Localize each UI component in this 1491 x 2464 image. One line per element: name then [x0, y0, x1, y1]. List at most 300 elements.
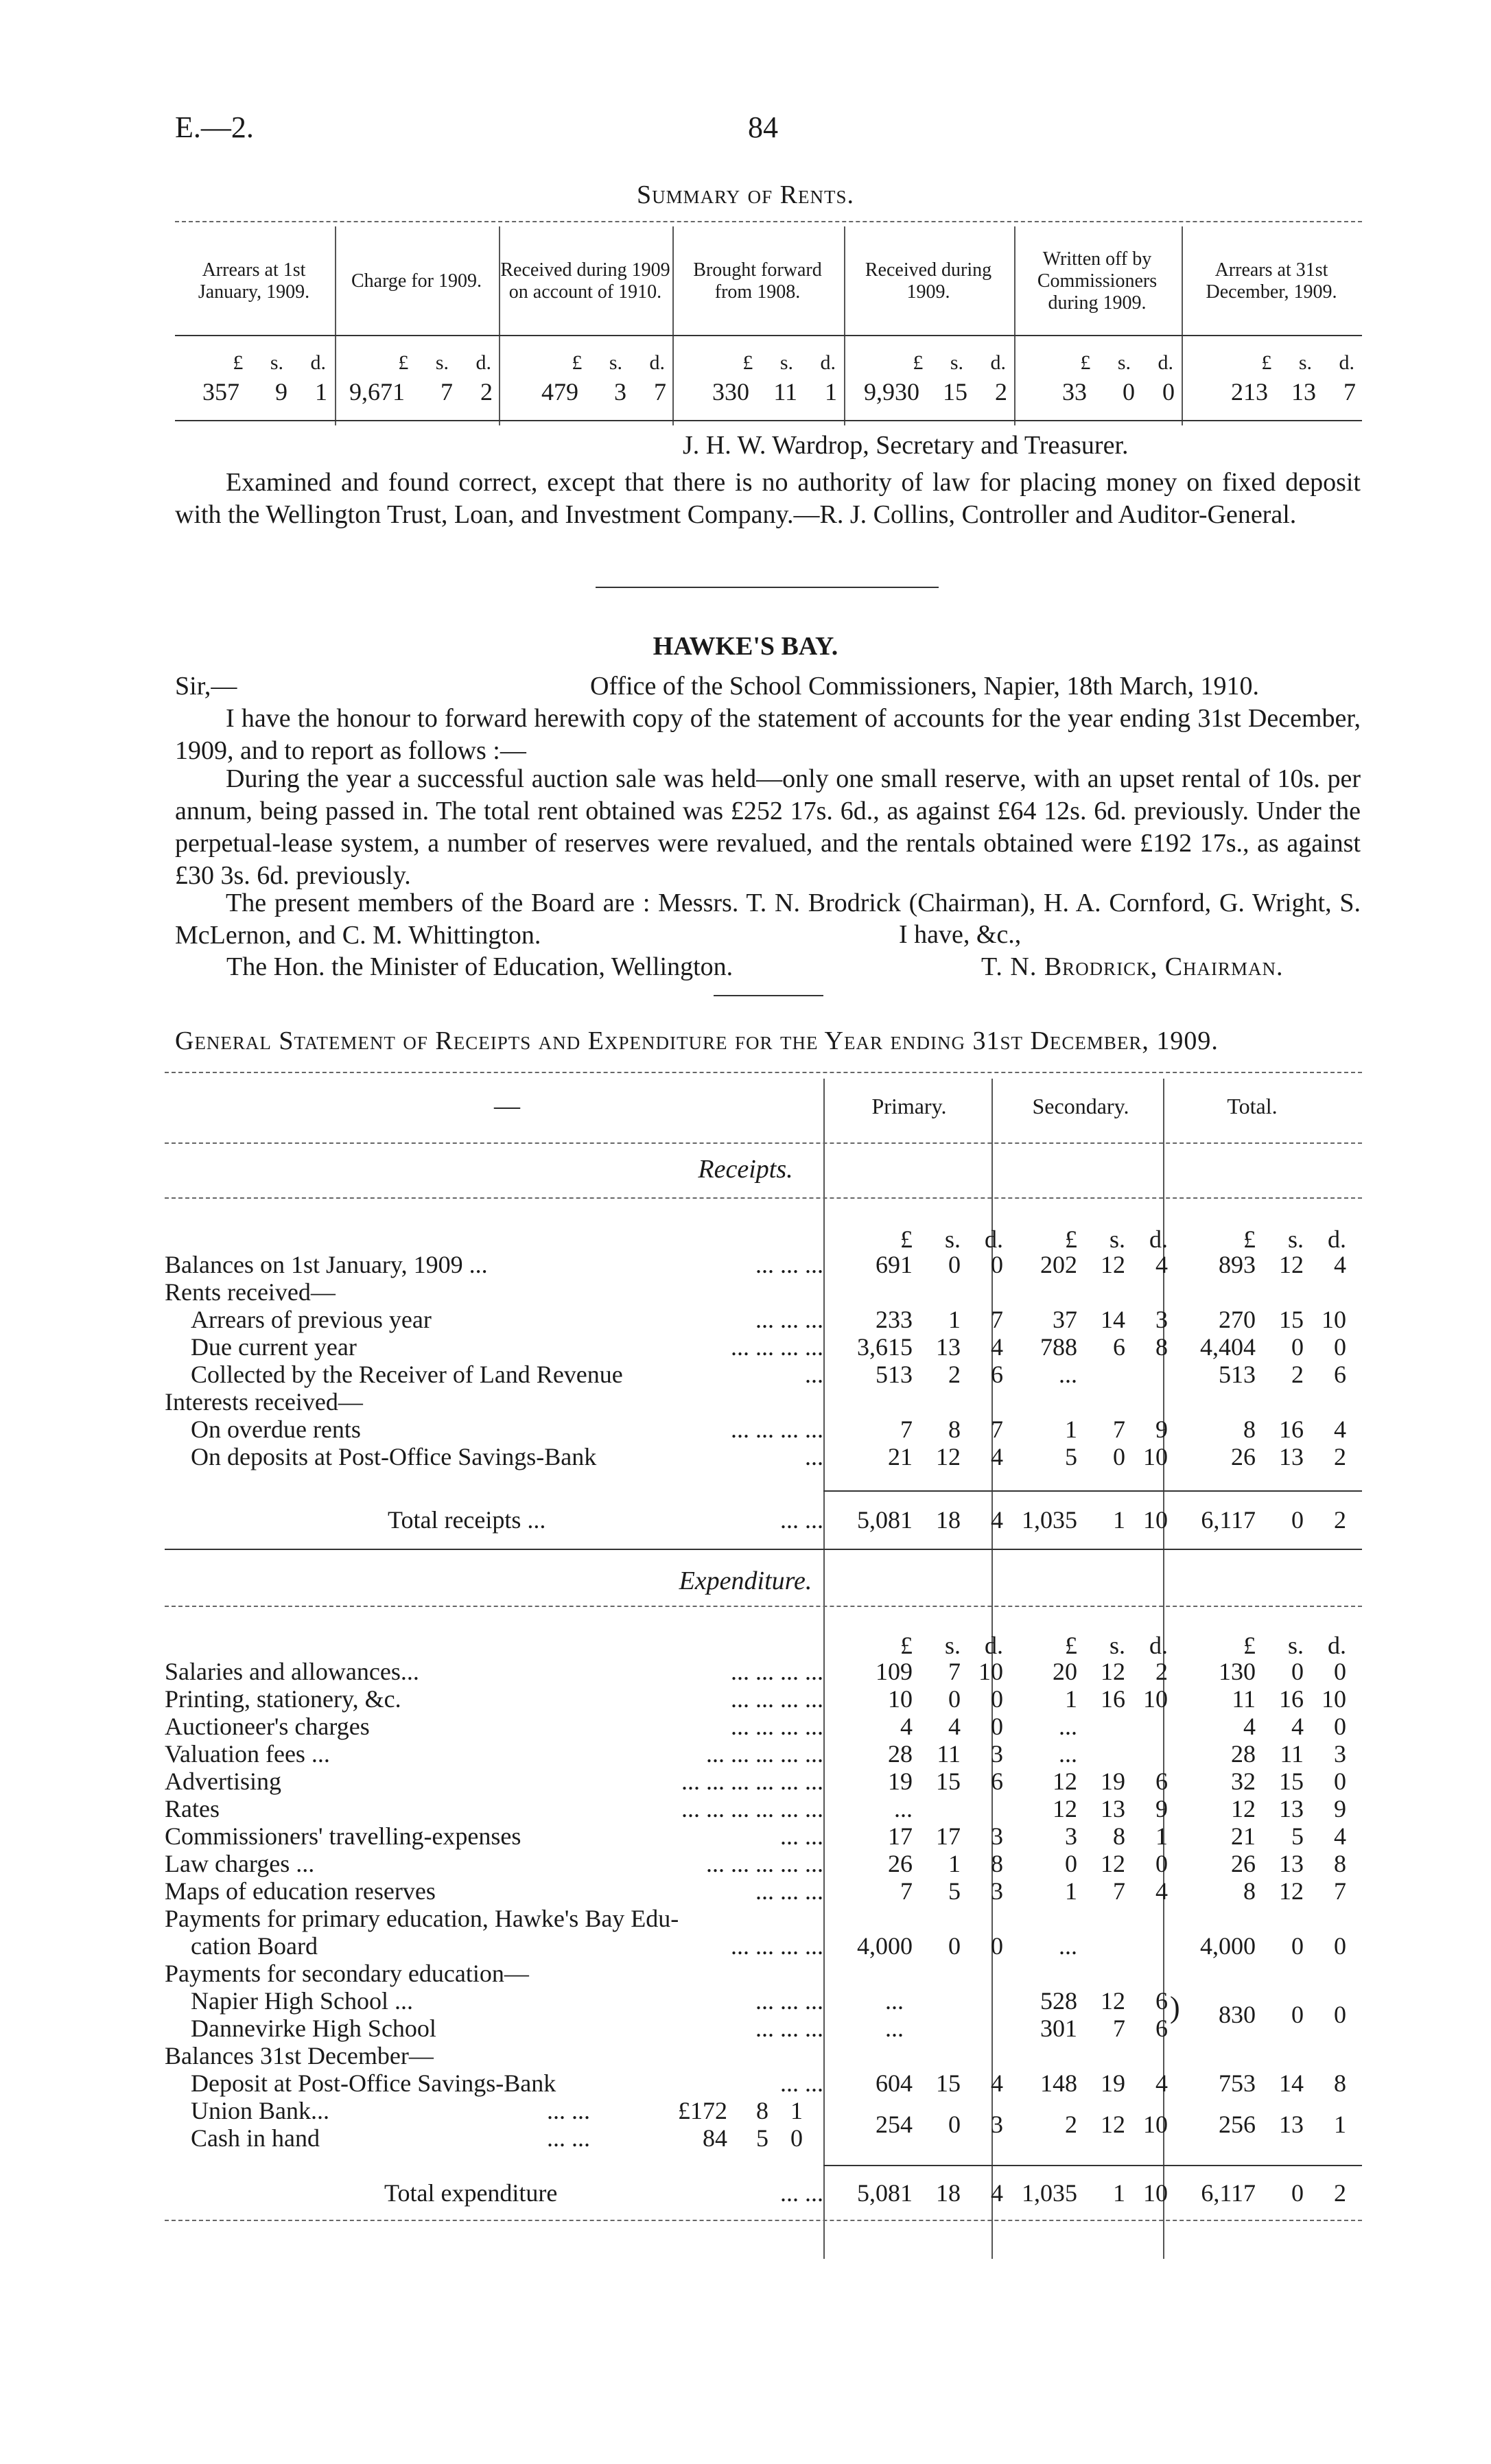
union-dots: ... ...: [547, 2097, 590, 2124]
section-divider: [596, 587, 939, 588]
receipt-row-3-primary-shillings: 13: [936, 1333, 961, 1361]
stmt-col-divider-0: [823, 1079, 825, 2259]
rents-bottom-rule: [175, 420, 1362, 421]
receipt-row-4-primary-shillings: 2: [948, 1361, 961, 1388]
expenditure-total-secondary-pounds: 1,035: [1022, 2179, 1077, 2207]
receipt-row-0-total-pounds: 893: [1219, 1251, 1256, 1278]
receipt-row-3-total-pence: 0: [1334, 1333, 1346, 1361]
expenditure-sum-rule: [823, 2165, 1362, 2166]
receipts-total-primary-pence: 4: [991, 1506, 1003, 1534]
receipt-row-6-secondary-pence: 9: [1155, 1416, 1168, 1443]
rents-value-4: [834, 377, 1007, 406]
letter-addressee: The Hon. the Minister of Education, Wellington.: [226, 952, 733, 981]
union-amount: [645, 2096, 803, 2125]
expenditure-row-3-primary-pence: 3: [991, 1740, 1003, 1768]
rents-title: Summary of Rents.: [636, 180, 855, 209]
expenditure-row-6-label: Commissioners' travelling-expenses: [165, 1822, 521, 1850]
expenditure-row-1-label: Printing, stationery, &c.: [165, 1685, 401, 1713]
receipt-row-2-secondary: [995, 1305, 1168, 1334]
expenditure-row-0-primary: [830, 1657, 1003, 1686]
receipt-row-4-primary: [830, 1360, 1003, 1389]
primary-payment-total: [1173, 1932, 1346, 1960]
expenditure-row-4-total-pounds: 32: [1231, 1768, 1256, 1795]
rents-value-4-pence: 2: [995, 378, 1007, 406]
expenditure-row-5-dots: ... ... ... ... ... ...: [681, 1795, 823, 1822]
expenditure-row-4-primary-pence: 6: [991, 1768, 1003, 1795]
expenditure-row-1-primary: [830, 1685, 1003, 1713]
expenditure-row-4-total-pence: 0: [1334, 1768, 1346, 1795]
expenditure-row-0-secondary-pounds: 20: [1053, 1658, 1077, 1685]
primary-payment-secondary-pounds: ...: [1059, 1932, 1077, 1960]
rents-units-4: £ s. d.: [913, 351, 1006, 374]
rents-value-6-pence: 7: [1343, 378, 1356, 406]
receipts-total-primary-shillings: 18: [936, 1506, 961, 1534]
page-ref: E.—2.: [175, 110, 254, 144]
receipt-row-6-primary-pounds: 7: [900, 1416, 913, 1443]
rents-header-rule: [175, 335, 1362, 336]
expenditure-row-4-total-shillings: 15: [1279, 1768, 1304, 1795]
receipt-row-3-secondary-pounds: 788: [1040, 1333, 1077, 1361]
receipt-row-3-primary-pence: 4: [991, 1333, 1003, 1361]
expenditure-total-primary-shillings: 18: [936, 2179, 961, 2207]
units-r-0-pence: d.: [985, 1225, 1003, 1253]
expenditure-total-total-pence: 2: [1334, 2179, 1346, 2207]
expenditure-total-secondary-pence: 10: [1143, 2179, 1168, 2207]
rents-units-1: £ s. d.: [398, 351, 491, 374]
rents-signature: J. H. W. Wardrop, Secretary and Treasurer.: [683, 431, 1129, 460]
rents-value-1-pence: 2: [480, 378, 493, 406]
expenditure-row-1-primary-pence: 0: [991, 1685, 1003, 1713]
expenditure-row-6-total-shillings: 5: [1291, 1822, 1304, 1850]
expenditure-row-1-total-shillings: 16: [1279, 1685, 1304, 1713]
expenditure-row-7-total: [1173, 1849, 1346, 1878]
primary-payment-secondary-pence: [1125, 1932, 1168, 1960]
rents-value-1-pounds: 9,671: [349, 378, 405, 406]
units-e-2: [1173, 1631, 1346, 1660]
expenditure-row-6-secondary-pounds: 3: [1065, 1822, 1077, 1850]
union-cash-total-pounds: 256: [1219, 2111, 1256, 2138]
receipt-row-4-label: Collected by the Receiver of Land Revenue: [191, 1361, 623, 1388]
expenditure-row-6-secondary-pence: 1: [1155, 1822, 1168, 1850]
receipt-row-3-secondary-shillings: 6: [1113, 1333, 1125, 1361]
receipt-row-3-total-shillings: 0: [1291, 1333, 1304, 1361]
expenditure-row-8-secondary-pence: 4: [1155, 1877, 1168, 1905]
expenditure-row-0-primary-pounds: 109: [876, 1658, 913, 1685]
units-e-1-pence: d.: [1149, 1632, 1168, 1659]
union-amount-shillings: 8: [756, 2097, 768, 2124]
stmt-col-header-2: Total.: [1227, 1094, 1278, 1118]
union-cash-total: [1173, 2110, 1346, 2139]
expenditure-row-1-primary-shillings: 0: [948, 1685, 961, 1713]
secondary-total-shillings: 0: [1291, 2001, 1304, 2028]
stmt-col-header-1: Secondary.: [1032, 1094, 1129, 1118]
units-e-1-shillings: s.: [1109, 1632, 1125, 1659]
receipt-row-2-total-shillings: 15: [1279, 1306, 1304, 1333]
receipts-total-total: [1173, 1505, 1346, 1534]
letter-paragraph-2: During the year a successful auction sale was held—only one small reserve, with an upset rental of 10s. per annum, being passed in. The total rent obtained was £252 17s. 6d., as against £64 12s. 6d. previously. Under the perpetual-lease system, a number of reserves were revalued, and the rentals obtained were £192 17s., as against £30 3s. 6d. previously.: [175, 764, 1361, 890]
rents-value-5-pounds: 33: [1062, 378, 1087, 406]
expenditure-row-6-secondary: [995, 1822, 1168, 1851]
expenditure-row-5-secondary-shillings: 13: [1101, 1795, 1125, 1822]
expenditure-row-5-secondary-pence: 9: [1155, 1795, 1168, 1822]
rents-header-4: Received during 1909.: [865, 259, 992, 303]
receipt-row-7-dots: ...: [805, 1443, 823, 1470]
expenditure-row-2-primary-pence: 0: [991, 1713, 1003, 1740]
statement-title: General Statement of Receipts and Expenditure for the Year ending 31st December, 1909.: [175, 1026, 1219, 1055]
receipts-heading-rule: [165, 1197, 1362, 1199]
deposit-row-secondary-pounds: 148: [1040, 2069, 1077, 2097]
letter-signatory: T. N. Brodrick, Chairman.: [981, 952, 1284, 981]
expenditure-row-6-dots: ... ...: [780, 1822, 823, 1850]
expenditure-row-4-primary-pounds: 19: [888, 1768, 913, 1795]
expenditure-total-primary: [830, 2179, 1003, 2207]
expenditure-row-6-total-pounds: 21: [1231, 1822, 1256, 1850]
expenditure-bottom-rule: [165, 2220, 1362, 2221]
receipts-total-total-pounds: 6,117: [1201, 1506, 1256, 1534]
receipt-row-4-total: [1173, 1360, 1346, 1389]
napier-secondary-pounds: 528: [1040, 1987, 1077, 2015]
expenditure-total-total-pounds: 6,117: [1201, 2179, 1256, 2207]
expenditure-row-4-secondary-shillings: 19: [1101, 1768, 1125, 1795]
receipt-row-7-label: On deposits at Post-Office Savings-Bank: [191, 1443, 597, 1470]
expenditure-row-0-secondary-pence: 2: [1155, 1658, 1168, 1685]
receipt-row-3-primary: [830, 1333, 1003, 1361]
rents-value-4-pounds: 9,930: [864, 378, 919, 406]
receipts-total-secondary-shillings: 1: [1113, 1506, 1125, 1534]
receipt-row-6-total: [1173, 1415, 1346, 1444]
receipt-row-2-label: Arrears of previous year: [191, 1306, 432, 1333]
expenditure-row-2-secondary-shillings: [1077, 1712, 1125, 1741]
expenditure-row-6-total-pence: 4: [1334, 1822, 1346, 1850]
units-r-2: [1173, 1225, 1346, 1254]
rents-units-5: £ s. d.: [1080, 351, 1173, 374]
letter-title: HAWKE'S BAY.: [653, 632, 838, 661]
receipt-row-6-secondary-pounds: 1: [1065, 1416, 1077, 1443]
units-r-1-pence: d.: [1149, 1225, 1168, 1253]
expenditure-row-3-primary: [830, 1739, 1003, 1768]
expenditure-row-8-total-pounds: 8: [1243, 1877, 1256, 1905]
expenditure-row-2-total-pounds: 4: [1243, 1713, 1256, 1740]
receipts-total-dots: ... ...: [780, 1506, 823, 1534]
expenditure-row-7-label: Law charges ...: [165, 1850, 315, 1877]
expenditure-row-2-primary-pounds: 4: [900, 1713, 913, 1740]
expenditure-total-primary-pounds: 5,081: [857, 2179, 913, 2207]
expenditure-row-2-total-pence: 0: [1334, 1713, 1346, 1740]
expenditure-row-6-primary-pence: 3: [991, 1822, 1003, 1850]
receipt-row-0-secondary: [995, 1250, 1168, 1279]
secondary-heading: Payments for secondary education—: [165, 1960, 529, 1987]
receipt-row-7-primary: [830, 1442, 1003, 1471]
receipt-row-5-label: Interests received—: [165, 1388, 363, 1416]
expenditure-row-7-dots: ... ... ... ... ...: [706, 1850, 823, 1877]
deposit-row-primary: [830, 2069, 1003, 2098]
expenditure-row-7-primary: [830, 1849, 1003, 1878]
napier-primary: ...: [885, 1987, 904, 2015]
union-amount-pence: 1: [790, 2097, 803, 2124]
deposit-row-primary-pence: 4: [991, 2069, 1003, 2097]
receipt-row-2-primary: [830, 1305, 1003, 1334]
primary-payment-primary: [830, 1932, 1003, 1960]
secondary-total-pence: 0: [1334, 2001, 1346, 2028]
receipt-row-2-total-pounds: 270: [1219, 1306, 1256, 1333]
units-r-1: [995, 1225, 1168, 1254]
expenditure-row-5-secondary-pounds: 12: [1053, 1795, 1077, 1822]
expenditure-row-3-label: Valuation fees ...: [165, 1740, 330, 1768]
expenditure-row-4-secondary: [995, 1767, 1168, 1796]
deposit-row-secondary: [995, 2069, 1168, 2098]
union-cash-primary-pence: 3: [991, 2111, 1003, 2138]
expenditure-row-0-secondary: [995, 1657, 1168, 1686]
napier-brace: ): [1170, 1991, 1180, 2024]
receipt-row-2-secondary-pence: 3: [1155, 1306, 1168, 1333]
expenditure-row-5-primary-pounds: ...: [894, 1795, 913, 1822]
letter-address: Office of the School Commissioners, Napier, 18th March, 1910.: [590, 672, 1260, 701]
expenditure-row-4-label: Advertising: [165, 1768, 281, 1795]
union-cash-primary-pounds: 254: [876, 2111, 913, 2138]
receipt-row-4-secondary-pounds: ...: [1059, 1361, 1077, 1388]
units-r-1-pounds: £: [1065, 1225, 1077, 1253]
primary-payment-line2: cation Board: [191, 1932, 318, 1960]
receipts-heading: Receipts.: [698, 1155, 793, 1184]
expenditure-row-4-primary: [830, 1767, 1003, 1796]
letter-salutation: Sir,—: [175, 672, 237, 701]
receipt-row-4-total-shillings: 2: [1291, 1361, 1304, 1388]
expenditure-row-1-primary-pounds: 10: [888, 1685, 913, 1713]
rents-value-1-shillings: 7: [441, 378, 453, 406]
audit-note: Examined and found correct, except that there is no authority of law for placing money on fixed deposit with the Wellington Trust, Loan, and Investment Company.—R. J. Collins, Controller and Auditor-General.: [175, 468, 1361, 529]
units-r-0-pounds: £: [900, 1225, 913, 1253]
receipt-row-6-dots: ... ... ... ...: [731, 1416, 823, 1443]
receipt-row-6-total-pence: 4: [1334, 1416, 1346, 1443]
receipts-bottom-rule: [165, 1549, 1362, 1550]
receipt-row-4-dots: ...: [805, 1361, 823, 1388]
units-e-0-pounds: £: [900, 1632, 913, 1659]
expenditure-total-total: [1173, 2179, 1346, 2207]
receipt-row-7-primary-shillings: 12: [936, 1443, 961, 1470]
receipt-row-6-primary-pence: 7: [991, 1416, 1003, 1443]
expenditure-total-dots: ... ...: [780, 2179, 823, 2207]
receipt-row-2-total: [1173, 1305, 1346, 1334]
rents-header-3: Brought forward from 1908.: [693, 259, 822, 303]
units-e-2-pence: d.: [1328, 1632, 1346, 1659]
expenditure-total-secondary: [995, 2179, 1168, 2207]
expenditure-row-1-total-pounds: 11: [1232, 1685, 1256, 1713]
stmt-col-header-0: Primary.: [871, 1094, 947, 1118]
napier-dots: ... ... ...: [755, 1987, 823, 2015]
expenditure-row-4-dots: ... ... ... ... ... ...: [681, 1768, 823, 1795]
deposit-row-total-pence: 8: [1334, 2069, 1346, 2097]
primary-payment-total-pence: 0: [1334, 1932, 1346, 1960]
receipt-row-3-label: Due current year: [191, 1333, 357, 1361]
expenditure-row-2-primary: [830, 1712, 1003, 1741]
rents-value-2-pounds: 479: [541, 378, 578, 406]
napier-secondary: [995, 1986, 1168, 2015]
stmt-top-rule: [165, 1072, 1362, 1073]
expenditure-row-0-primary-shillings: 7: [948, 1658, 961, 1685]
receipt-row-3-total-pounds: 4,404: [1200, 1333, 1256, 1361]
expenditure-row-2-secondary: [995, 1712, 1168, 1741]
union-cash-primary: [830, 2110, 1003, 2139]
receipt-row-0-secondary-shillings: 12: [1101, 1251, 1125, 1278]
rents-value-3-pence: 1: [825, 378, 837, 406]
expenditure-row-5-secondary: [995, 1794, 1168, 1823]
units-e-0: [830, 1631, 1003, 1660]
napier-secondary-pence: 6: [1155, 1987, 1168, 2015]
expenditure-total-primary-pence: 4: [991, 2179, 1003, 2207]
union-cash-primary-shillings: 0: [948, 2111, 961, 2138]
rents-units-3: £ s. d.: [742, 351, 836, 374]
expenditure-row-3-primary-shillings: 11: [937, 1740, 961, 1768]
expenditure-row-8-total-shillings: 12: [1279, 1877, 1304, 1905]
rents-value-5-pence: 0: [1162, 378, 1175, 406]
expenditure-heading-rule: [165, 1606, 1362, 1607]
rents-value-5: [1002, 377, 1175, 406]
rents-header-6: Arrears at 31st December, 1909.: [1206, 259, 1337, 303]
receipt-row-4-primary-pence: 6: [991, 1361, 1003, 1388]
expenditure-row-3-dots: ... ... ... ... ...: [706, 1740, 823, 1768]
expenditure-row-1-secondary: [995, 1685, 1168, 1713]
receipt-row-3-dots: ... ... ... ...: [731, 1333, 823, 1361]
receipt-row-7-secondary-shillings: 0: [1113, 1443, 1125, 1470]
expenditure-row-5-primary: [830, 1794, 1003, 1823]
deposit-row-total-pounds: 753: [1219, 2069, 1256, 2097]
receipt-row-4-total-pence: 6: [1334, 1361, 1346, 1388]
units-e-2-pounds: £: [1243, 1632, 1256, 1659]
primary-payment-primary-pounds: 4,000: [857, 1932, 913, 1960]
primary-payment-primary-shillings: 0: [948, 1932, 961, 1960]
secondary-total-pounds: 830: [1219, 2001, 1256, 2028]
receipt-row-7-secondary-pounds: 5: [1065, 1443, 1077, 1470]
receipt-row-3-secondary-pence: 8: [1155, 1333, 1168, 1361]
expenditure-row-7-primary-shillings: 1: [948, 1850, 961, 1877]
receipt-row-0-primary-pounds: 691: [876, 1251, 913, 1278]
receipt-row-6-total-pounds: 8: [1243, 1416, 1256, 1443]
rents-value-3-pounds: 330: [712, 378, 749, 406]
expenditure-row-0-dots: ... ... ... ...: [731, 1658, 823, 1685]
expenditure-row-7-primary-pounds: 26: [888, 1850, 913, 1877]
deposit-row-secondary-shillings: 19: [1101, 2069, 1125, 2097]
rents-value-1: [320, 377, 493, 406]
rents-value-2-pence: 7: [654, 378, 666, 406]
primary-payment-total-shillings: 0: [1291, 1932, 1304, 1960]
rents-units-6: £ s. d.: [1261, 351, 1354, 374]
receipt-row-0-total-pence: 4: [1334, 1251, 1346, 1278]
receipts-total-label: Total receipts ...: [388, 1506, 546, 1534]
receipt-row-7-secondary: [995, 1442, 1168, 1471]
cash-dots: ... ...: [547, 2124, 590, 2152]
page-number: 84: [748, 110, 778, 144]
letter-paragraph-3: The present members of the Board are : Messrs. T. N. Brodrick (Chairman), H. A. Cornford, G. Wright, S. McLernon, and C. M. Whittington.: [175, 889, 1361, 950]
expenditure-row-7-total-pence: 8: [1334, 1850, 1346, 1877]
expenditure-row-6-primary: [830, 1822, 1003, 1851]
receipts-total-total-pence: 2: [1334, 1506, 1346, 1534]
rents-header-0: Arrears at 1st January, 1909.: [198, 259, 310, 303]
union-label: Union Bank...: [191, 2097, 329, 2124]
dannevirke-secondary-pence: 6: [1155, 2015, 1168, 2042]
cash-amount: [645, 2124, 803, 2152]
napier-label: Napier High School ...: [191, 1987, 413, 2015]
units-r-2-shillings: s.: [1287, 1225, 1304, 1253]
units-r-1-shillings: s.: [1109, 1225, 1125, 1253]
receipt-row-0-primary: [830, 1250, 1003, 1279]
expenditure-row-8-secondary: [995, 1877, 1168, 1905]
rents-value-2-shillings: 3: [614, 378, 626, 406]
rents-value-0-pence: 1: [315, 378, 327, 406]
deposit-row-total-shillings: 14: [1279, 2069, 1304, 2097]
receipts-total-secondary-pence: 10: [1143, 1506, 1168, 1534]
rents-units-0: £ s. d.: [233, 351, 326, 374]
rents-value-6-pounds: 213: [1231, 378, 1268, 406]
units-r-0: [830, 1225, 1003, 1254]
expenditure-total-total-shillings: 0: [1291, 2179, 1304, 2207]
receipt-row-4-secondary: [995, 1360, 1168, 1389]
expenditure-row-0-total-shillings: 0: [1291, 1658, 1304, 1685]
receipt-row-7-total-shillings: 13: [1279, 1443, 1304, 1470]
receipt-row-0-label: Balances on 1st January, 1909 ...: [165, 1251, 488, 1278]
receipt-row-2-dots: ... ... ...: [755, 1306, 823, 1333]
deposit-row-label: Deposit at Post-Office Savings-Bank: [191, 2069, 556, 2097]
expenditure-row-0-total: [1173, 1657, 1346, 1686]
expenditure-row-3-total-shillings: 11: [1280, 1740, 1304, 1768]
receipts-sum-rule: [823, 1490, 1362, 1492]
receipts-total-secondary: [995, 1505, 1168, 1534]
expenditure-row-6-secondary-shillings: 8: [1113, 1822, 1125, 1850]
rents-top-rule: [175, 221, 1362, 222]
rents-value-4-shillings: 15: [943, 378, 967, 406]
dannevirke-secondary-shillings: 7: [1113, 2015, 1125, 2042]
expenditure-row-1-secondary-shillings: 16: [1101, 1685, 1125, 1713]
balances-heading: Balances 31st December—: [165, 2042, 434, 2069]
receipt-row-4-total-pounds: 513: [1219, 1361, 1256, 1388]
expenditure-row-0-total-pounds: 130: [1219, 1658, 1256, 1685]
rents-value-6-shillings: 13: [1291, 378, 1316, 406]
expenditure-total-secondary-shillings: 1: [1113, 2179, 1125, 2207]
union-cash-secondary-pence: 10: [1143, 2111, 1168, 2138]
dannevirke-secondary-pounds: 301: [1040, 2015, 1077, 2042]
expenditure-row-8-primary-pence: 3: [991, 1877, 1003, 1905]
expenditure-row-1-dots: ... ... ... ...: [731, 1685, 823, 1713]
units-r-2-pence: d.: [1328, 1225, 1346, 1253]
expenditure-row-8-label: Maps of education reserves: [165, 1877, 436, 1905]
cash-amount-pounds: 84: [703, 2124, 727, 2152]
union-cash-total-pence: 1: [1334, 2111, 1346, 2138]
expenditure-row-5-total-shillings: 13: [1279, 1795, 1304, 1822]
expenditure-row-8-primary: [830, 1877, 1003, 1905]
receipt-row-7-total-pence: 2: [1334, 1443, 1346, 1470]
primary-payment-line1: Payments for primary education, Hawke's Bay Edu-: [165, 1905, 679, 1932]
union-cash-secondary-pounds: 2: [1065, 2111, 1077, 2138]
receipt-row-0-total-shillings: 12: [1279, 1251, 1304, 1278]
receipt-row-0-total: [1173, 1250, 1346, 1279]
expenditure-row-8-primary-shillings: 5: [948, 1877, 961, 1905]
expenditure-total-label: Total expenditure: [384, 2179, 558, 2207]
expenditure-row-7-secondary-shillings: 12: [1101, 1850, 1125, 1877]
expenditure-row-8-total-pence: 7: [1334, 1877, 1346, 1905]
expenditure-row-8-secondary-shillings: 7: [1113, 1877, 1125, 1905]
expenditure-row-4-secondary-pence: 6: [1155, 1768, 1168, 1795]
expenditure-heading: Expenditure.: [679, 1567, 812, 1595]
expenditure-row-6-primary-shillings: 17: [936, 1822, 961, 1850]
rents-value-2: [493, 377, 666, 406]
cash-label: Cash in hand: [191, 2124, 320, 2152]
expenditure-row-5-total: [1173, 1794, 1346, 1823]
expenditure-row-8-total: [1173, 1877, 1346, 1905]
union-amount-pounds: £172: [678, 2097, 727, 2124]
receipt-row-7-primary-pounds: 21: [888, 1443, 913, 1470]
union-cash-secondary-shillings: 12: [1101, 2111, 1125, 2138]
receipt-row-1-label: Rents received—: [165, 1278, 336, 1306]
primary-payment-total-pounds: 4,000: [1200, 1932, 1256, 1960]
